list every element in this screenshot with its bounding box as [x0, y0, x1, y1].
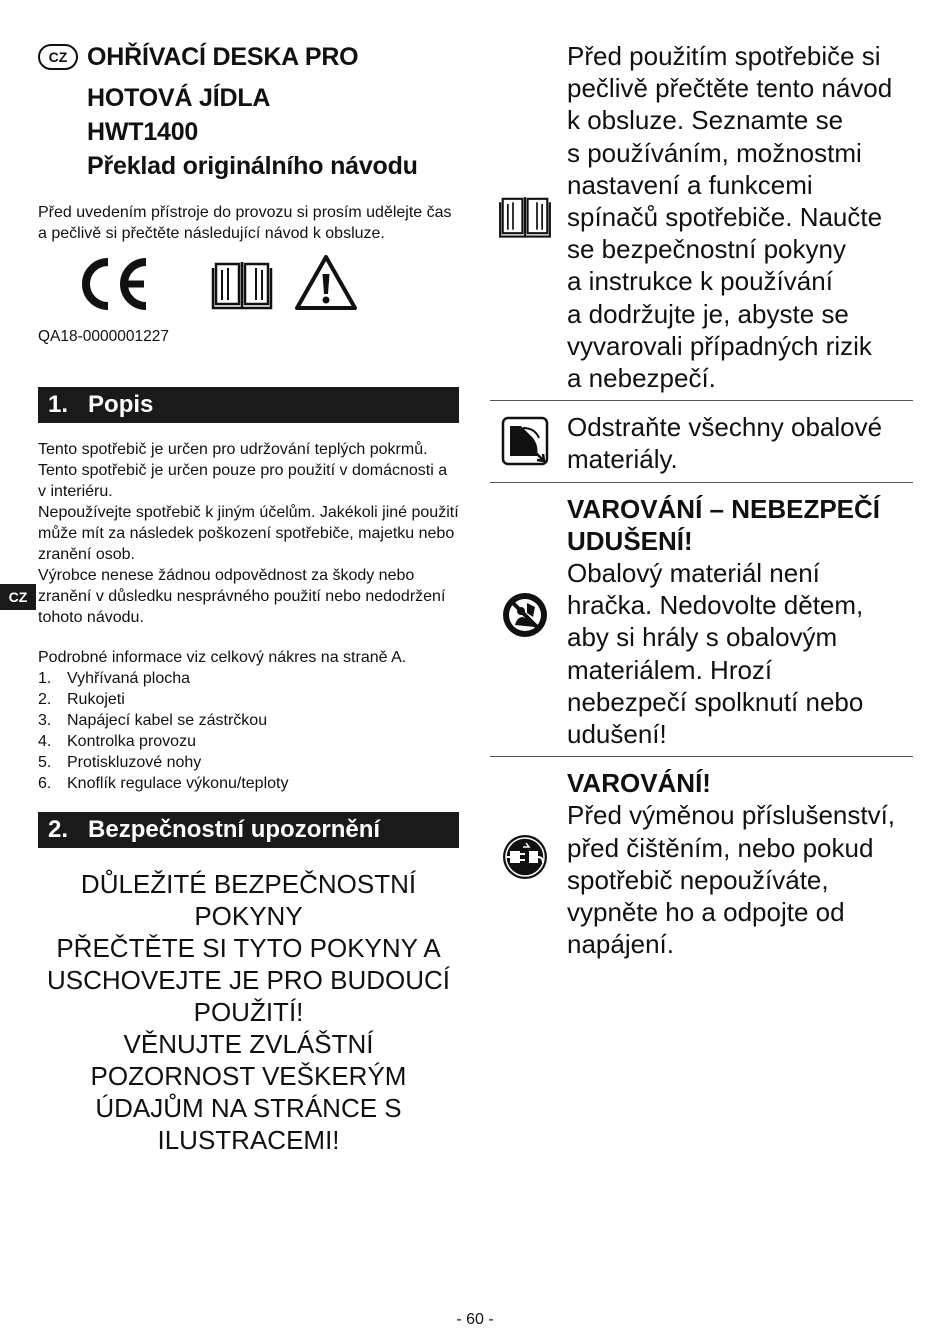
suffocation-warning-text [567, 493, 913, 751]
list-item [38, 773, 459, 794]
list-item [38, 710, 459, 731]
text-line: Před použitím spotřebiče si [567, 41, 881, 71]
text-line: se bezpečnostní pokyny [567, 234, 846, 265]
open-book-icon [211, 256, 273, 312]
description-paragraph: Výrobce nenese žádnou odpovědnost za škody nebo zranění v důsledku nesprávného použití nebo nedodržení tohoto návodu. [38, 567, 446, 626]
unplug-icon [501, 833, 549, 881]
unplug-warning-block [490, 757, 913, 966]
section-heading-safety: 2. Bezpečnostní upozornění [38, 812, 459, 848]
no-children-plastic-bag-icon [501, 591, 549, 639]
item-number: 6. [38, 775, 52, 792]
text-line: a nebezpečí. [567, 363, 716, 394]
ce-mark-icon [76, 258, 150, 310]
notice-line: POKYNY [194, 901, 303, 931]
notice-line: VĚNUJTE ZVLÁŠTNÍ [123, 1029, 374, 1059]
text-line: Obalový materiál není [567, 558, 820, 589]
description-paragraph: Tento spotřebič je určen pouze pro použití v domácnosti a v interiéru. [38, 462, 448, 500]
product-code: QA18-0000001227 [38, 328, 170, 345]
text-line: k obsluze. Seznamte se [567, 105, 844, 136]
manual-instruction-block [490, 40, 913, 400]
warning-heading: VAROVÁNÍ – NEBEZPEČÍ [567, 493, 881, 524]
text-line: udušení! [567, 719, 667, 750]
description-paragraph: Tento spotřebič je určen pro udržování teplých pokrmů. [38, 441, 428, 458]
manual-instruction-text [567, 40, 913, 394]
item-label: Vyhřívaná plocha [67, 670, 191, 687]
text-line: spínačů spotřebiče. Naučte [567, 202, 883, 233]
item-number: 4. [38, 733, 52, 750]
text-line: vypněte ho a odpojte od [567, 897, 845, 928]
warning-heading: VAROVÁNÍ! [567, 768, 711, 799]
text-line: Odstraňte všechny obalové [567, 412, 883, 443]
notice-line: POUŽITÍ! [193, 997, 304, 1027]
warning-triangle-icon [294, 254, 358, 312]
item-number: 5. [38, 754, 52, 771]
item-label: Napájecí kabel se zástrčkou [67, 712, 268, 729]
notice-line: USCHOVEJTE JE PRO BUDOUCÍ [46, 965, 451, 995]
symbol-row [38, 254, 459, 324]
text-line: spotřebič nepoužíváte, [567, 864, 829, 895]
packaging-text [567, 411, 913, 475]
page-number: - 60 - [456, 1311, 494, 1328]
remove-packaging-icon [501, 416, 549, 466]
intro-text: Před uvedením přístroje do provozu si prosím udělejte čas a pečlivě si přečtěte následující návod k obsluze. [38, 204, 452, 242]
text-line: nebezpečí spolknutí nebo [567, 686, 864, 717]
text-line: a instrukce k používání [567, 266, 833, 297]
text-line: pečlivě přečtěte tento návod [567, 73, 893, 104]
packaging-block [490, 401, 913, 481]
list-item [38, 668, 459, 689]
notice-line: DŮLEŽITÉ BEZPEČNOSTNÍ [80, 869, 417, 899]
item-number: 2. [38, 691, 52, 708]
section-heading-description: 1. Popis [38, 387, 459, 423]
title-line: HOTOVÁ JÍDLA [87, 84, 271, 112]
list-item [38, 689, 459, 710]
title-line: OHŘÍVACÍ DESKA PRO [87, 43, 359, 71]
notice-line: ÚDAJŮM NA STRÁNCE S [95, 1093, 402, 1123]
text-line: aby si hrály s obalovým [567, 622, 838, 653]
title-block [38, 40, 459, 183]
language-badge: CZ [38, 44, 78, 70]
item-label: Rukojeti [67, 691, 125, 708]
unplug-warning-text [567, 767, 913, 960]
title-line: HWT1400 [87, 118, 199, 146]
list-item [38, 752, 459, 773]
warning-heading: UDUŠENÍ! [567, 525, 693, 556]
item-number: 1. [38, 670, 52, 687]
important-safety-notice [38, 868, 459, 1156]
item-label: Protiskluzové nohy [67, 754, 202, 771]
notice-line: PŘEČTĚTE SI TYTO POKYNY A [56, 933, 441, 963]
item-label: Knoflík regulace výkonu/teploty [67, 775, 289, 792]
notice-line: ILUSTRACEMI! [157, 1125, 340, 1155]
item-number: 3. [38, 712, 52, 729]
right-column [490, 40, 913, 966]
language-side-tab: CZ [0, 584, 36, 610]
text-line: materiálem. Hrozí [567, 654, 773, 685]
text-line: s používáním, možnostmi [567, 137, 862, 168]
item-label: Kontrolka provozu [67, 733, 196, 750]
text-line: Před výměnou příslušenství, [567, 800, 896, 831]
text-line: nastavení a funkcemi [567, 169, 813, 200]
title-line: Překlad originálního návodu [87, 152, 418, 180]
text-line: a dodržujte je, abyste se [567, 298, 849, 329]
left-column [38, 40, 459, 1156]
text-line: hračka. Nedovolte dětem, [567, 590, 864, 621]
list-item [38, 731, 459, 752]
parts-list [38, 668, 459, 794]
text-line: před čištěním, nebo pokud [567, 832, 874, 863]
description-paragraph: Nepoužívejte spotřebič k jiným účelům. Jakékoli jiné použití může mít za následek poškození spotřebiče, majetku nebo zranění osob. [38, 504, 459, 563]
text-line: napájení. [567, 929, 674, 960]
details-intro: Podrobné informace viz celkový nákres na straně A. [38, 649, 407, 666]
notice-line: POZORNOST VEŠKERÝM [90, 1061, 407, 1091]
suffocation-warning-block [490, 483, 913, 757]
open-book-icon [498, 192, 552, 240]
text-line: vyvarovali případných rizik [567, 330, 872, 361]
text-line: materiály. [567, 444, 678, 475]
